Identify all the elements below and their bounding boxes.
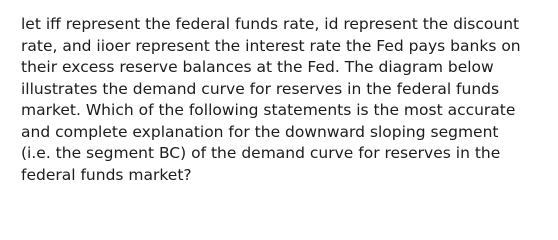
- question-line: their excess reserve balances at the Fed. The diagram below: [21, 58, 494, 76]
- question-line: and complete explanation for the downward sloping segment: [21, 122, 499, 141]
- question-text: [21, 14, 551, 186]
- question-line: (i.e. the segment BC) of the demand curve for reserves in the: [21, 144, 501, 162]
- question-line: rate, and iioer represent the interest rate the Fed pays banks on: [21, 36, 521, 55]
- question-line: market. Which of the following statements is the most accurate: [21, 101, 516, 119]
- question-line: let iff represent the federal funds rate, id represent the discount: [21, 15, 520, 33]
- question-line: illustrates the demand curve for reserves in the federal funds: [21, 79, 500, 98]
- question-line: federal funds market?: [21, 165, 192, 184]
